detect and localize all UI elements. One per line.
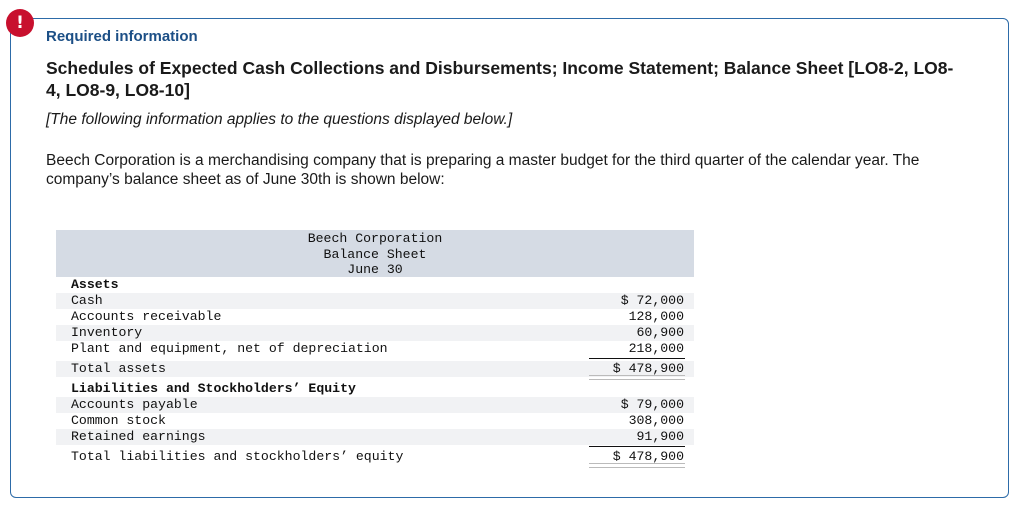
row-label: Inventory — [71, 325, 143, 340]
table-row — [56, 429, 694, 445]
table-row — [56, 325, 694, 341]
table-row — [56, 309, 694, 325]
exclamation-icon: ! — [6, 9, 34, 37]
row-label: Retained earnings — [71, 429, 206, 444]
total-liabilities-amount: $ 478,900 — [589, 449, 684, 465]
row-amount: 218,000 — [589, 341, 684, 357]
row-amount: 91,900 — [589, 429, 684, 445]
required-information-title: Required information — [46, 28, 198, 45]
table-row — [56, 413, 694, 429]
applies-note: [The following information applies to the questions displayed below.] — [46, 111, 513, 128]
intro-paragraph: Beech Corporation is a merchandising company that is preparing a master budget for the third quarter of the calendar year. The company’s balance sheet as of June 30th is shown below: — [46, 152, 920, 188]
row-amount: $ 79,000 — [620, 397, 684, 412]
assets-header: Assets — [71, 277, 119, 292]
company-name: Beech Corporation — [307, 231, 443, 246]
balance-sheet-header — [56, 230, 694, 277]
section-heading: Schedules of Expected Cash Collections and Disbursements; Income Statement; Balance Sheet [LO8-2, LO8-4, LO8-9, LO8-10] — [46, 58, 954, 100]
table-row — [56, 293, 694, 309]
total-liabilities-label: Total liabilities and stockholders’ equity — [71, 449, 404, 464]
table-row — [56, 341, 694, 357]
liabilities-header: Liabilities and Stockholders’ Equity — [71, 381, 356, 396]
row-amount: 128,000 — [628, 309, 684, 324]
total-assets-amount: $ 478,900 — [589, 361, 684, 377]
row-label: Accounts receivable — [71, 309, 222, 324]
statement-date: June 30 — [347, 262, 403, 278]
row-label: Accounts payable — [71, 397, 198, 412]
total-assets-label: Total assets — [71, 361, 166, 376]
row-amount: 308,000 — [628, 413, 684, 428]
row-label: Plant and equipment, net of depreciation — [71, 341, 388, 356]
total-liabilities-row — [56, 449, 694, 465]
row-amount: 60,900 — [636, 325, 684, 340]
row-label: Cash — [71, 293, 103, 308]
row-amount: $ 72,000 — [620, 293, 684, 308]
total-assets-row — [56, 361, 694, 377]
liabilities-header-row — [56, 381, 694, 397]
row-label: Common stock — [71, 413, 166, 428]
balance-sheet-table — [56, 230, 694, 465]
table-row — [56, 397, 694, 413]
statement-title: Balance Sheet — [323, 246, 427, 262]
assets-header-row — [56, 277, 694, 293]
